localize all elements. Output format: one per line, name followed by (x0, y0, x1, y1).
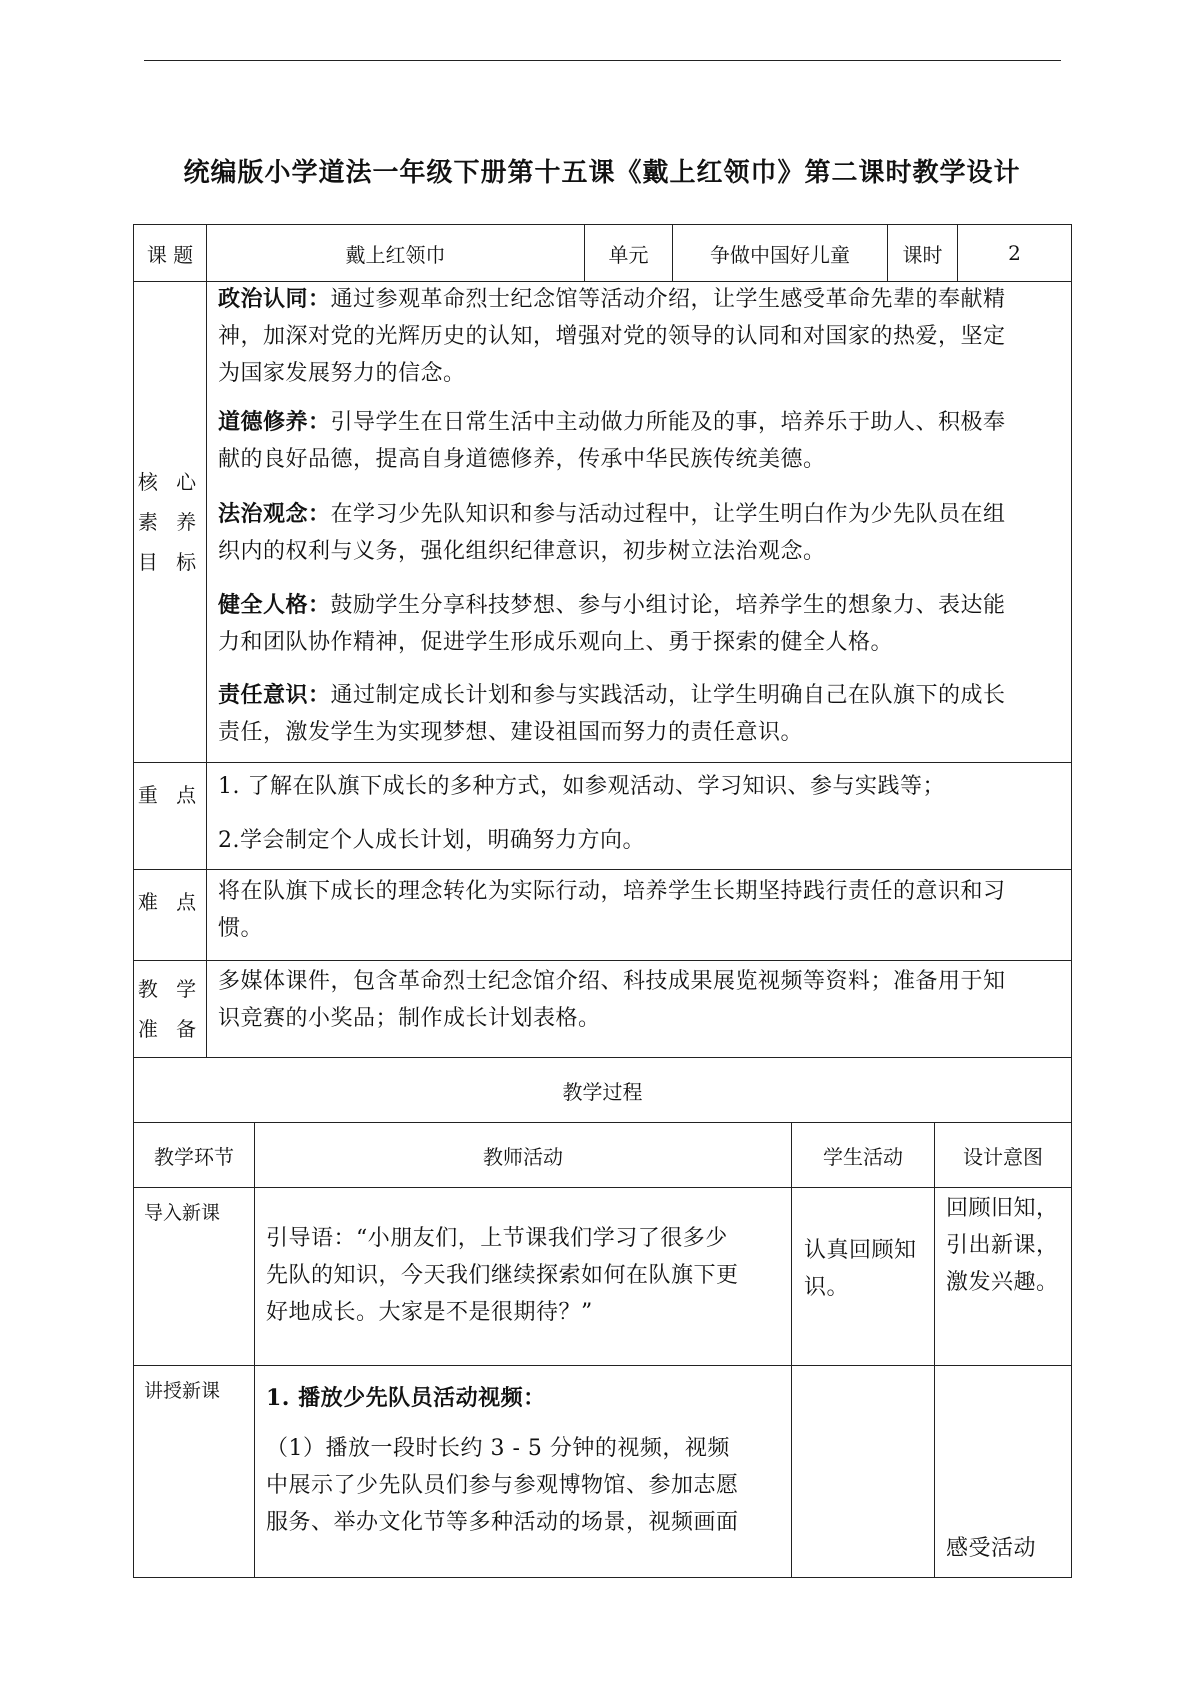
document-title: 统编版小学道法一年级下册第十五课《戴上红领巾》第二课时教学设计 (183, 158, 1021, 188)
difficulty-text: 将在队旗下成长的理念转化为实际行动，培养学生长期坚持践行责任的意识和习 惯。 (218, 879, 1006, 941)
header-stage-cell (133, 1122, 255, 1188)
core-item-personality: 健全人格：鼓励学生分享科技梦想、参与小组讨论，培养学生的想象力、表达能 力和团队协作精神，促进学生形成乐观向上、勇于探索的健全人格。 (218, 592, 1006, 655)
unit-value: 争做中国好儿童 (710, 242, 850, 267)
header-teacher-cell (254, 1122, 792, 1188)
header-intent-cell (934, 1122, 1072, 1188)
unit-label-cell (584, 224, 673, 282)
key-point-2: 2.学会制定个人成长计划，明确努力方向。 (218, 828, 645, 853)
row-intro-intent-text: 回顾旧知， 引出新课， 激发兴趣。 (946, 1196, 1059, 1295)
preparation-label-cell (133, 960, 207, 1058)
difficulty-label: 难 点 (137, 889, 203, 914)
key-points-label-cell (133, 762, 207, 870)
period-label-cell (887, 224, 958, 282)
core-item-political: 政治认同：通过参观革命烈士纪念馆等活动介绍，让学生感受革命先辈的奉献精 神，加深对党的光辉历史的认知，增强对党的领导的认同和对国家的热爱，坚定 为国家发展努力的信念。 (218, 286, 1006, 386)
header-teacher: 教师活动 (483, 1144, 563, 1169)
row-intro-stage-cell (133, 1187, 255, 1366)
difficulty-label-cell (133, 869, 207, 961)
topic-value: 戴上红领巾 (345, 242, 446, 267)
key-points-label: 重 点 (137, 782, 203, 807)
core-item-law: 法治观念：在学习少先队知识和参与活动过程中，让学生明白作为少先队员在组 织内的权利与义务，强化组织纪律意识，初步树立法治观念。 (218, 501, 1006, 564)
period-value: 2 (1008, 241, 1021, 265)
preparation-label: 教 学 准 备 (137, 977, 203, 1041)
row-lesson-teacher-heading: 1. 播放少先队员活动视频： (266, 1385, 546, 1411)
header-student: 学生活动 (823, 1144, 903, 1169)
header-intent: 设计意图 (963, 1144, 1043, 1169)
row-lesson-student-cell (791, 1365, 935, 1578)
row-intro-teacher-text: 引导语：“小朋友们，上节课我们学习了很多少 先队的知识，今天我们继续探索如何在队旗下更 好地成长。大家是不是很期待？” (266, 1226, 739, 1325)
row-intro-stage: 导入新课 (144, 1202, 221, 1224)
row-lesson-stage: 讲授新课 (144, 1380, 221, 1402)
header-student-cell (791, 1122, 935, 1188)
header-rule (144, 60, 1061, 61)
core-item-moral: 道德修养：引导学生在日常生活中主动做力所能及的事，培养乐于助人、积极奉 献的良好品德，提高自身道德修养，传承中华民族传统美德。 (218, 409, 1006, 472)
row-lesson-intent-text: 感受活动 (946, 1536, 1037, 1561)
core-label: 核 心 素 养 目 标 (137, 470, 203, 574)
key-point-1: 1. 了解在队旗下成长的多种方式，如参观活动、学习知识、参与实践等； (218, 774, 945, 799)
topic-label-cell (133, 224, 207, 282)
unit-value-cell (672, 224, 888, 282)
topic-value-cell (206, 224, 585, 282)
row-lesson-stage-cell (133, 1365, 255, 1578)
core-item-responsibility: 责任意识：通过制定成长计划和参与实践活动，让学生明确自己在队旗下的成长 责任，激发学生为实现梦想、建设祖国而努力的责任意识。 (218, 682, 1006, 745)
row-intro-student-text: 认真回顾知 识。 (804, 1238, 917, 1300)
row-lesson-teacher-text: （1）播放一段时长约 3 - 5 分钟的视频，视频 中展示了少先队员们参与参观博物馆、参加志愿 服务、举办文化节等多种活动的场景，视频画面 (266, 1436, 739, 1535)
core-label-cell (133, 281, 207, 763)
topic-label: 课 题 (146, 242, 194, 267)
preparation-text: 多媒体课件，包含革命烈士纪念馆介绍、科技成果展览视频等资料；准备用于知 识竞赛的小奖品；制作成长计划表格。 (218, 969, 1006, 1031)
process-title-cell (133, 1057, 1072, 1123)
header-stage: 教学环节 (154, 1144, 234, 1169)
period-value-cell (957, 224, 1072, 282)
unit-label: 单元 (608, 242, 649, 267)
process-title: 教学过程 (562, 1079, 643, 1104)
period-label: 课时 (902, 242, 943, 267)
